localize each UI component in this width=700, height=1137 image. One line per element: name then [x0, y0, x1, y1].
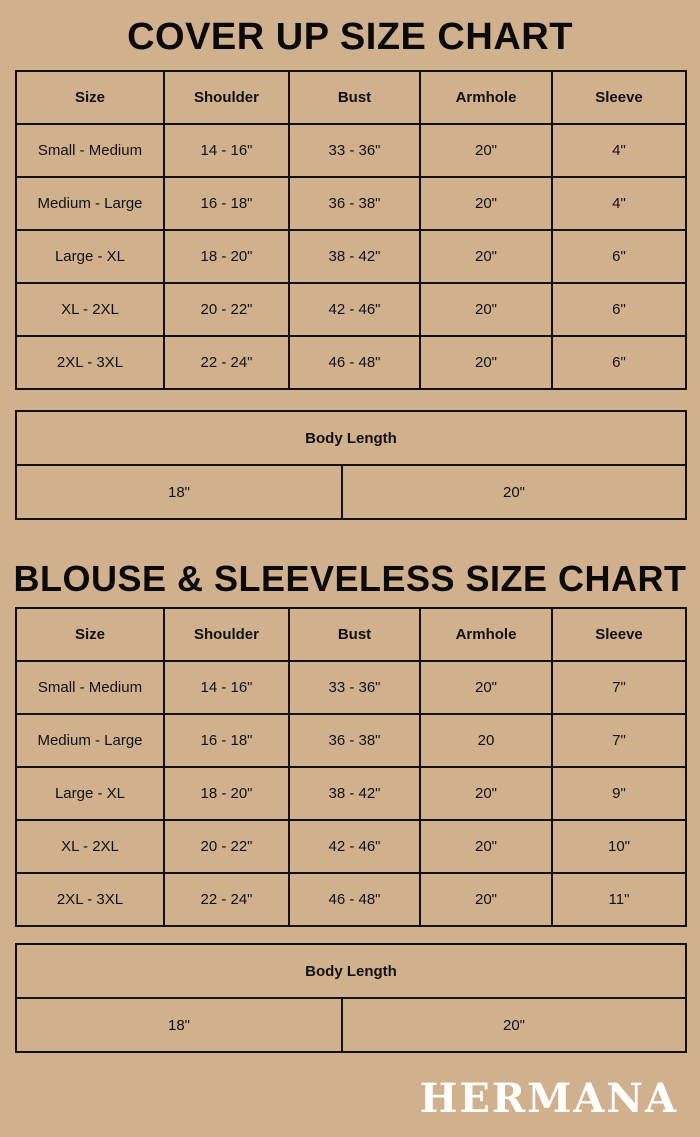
body-length-value: 18"	[16, 465, 342, 519]
table-row	[16, 873, 686, 926]
bust-cell: 42 - 46"	[289, 283, 420, 336]
armhole-cell: 20"	[420, 124, 552, 177]
column-header-armhole: Armhole	[420, 71, 552, 124]
sleeve-cell: 4"	[552, 124, 686, 177]
table-row	[16, 177, 686, 230]
table-row	[16, 124, 686, 177]
shoulder-cell: 16 - 18"	[164, 177, 289, 230]
table-row	[16, 661, 686, 714]
table-row	[16, 283, 686, 336]
armhole-cell: 20"	[420, 336, 552, 389]
armhole-cell: 20"	[420, 767, 552, 820]
bust-cell: 33 - 36"	[289, 661, 420, 714]
shoulder-cell: 16 - 18"	[164, 714, 289, 767]
size-cell: Medium - Large	[16, 714, 164, 767]
armhole-cell: 20	[420, 714, 552, 767]
blouse-chart-title: BLOUSE & SLEEVELESS SIZE CHART	[13, 558, 687, 599]
sleeve-cell: 6"	[552, 336, 686, 389]
table-header-row	[16, 71, 686, 124]
table-row	[16, 998, 686, 1052]
sleeve-cell: 4"	[552, 177, 686, 230]
sleeve-cell: 6"	[552, 283, 686, 336]
size-cell: XL - 2XL	[16, 820, 164, 873]
shoulder-cell: 18 - 20"	[164, 230, 289, 283]
shoulder-cell: 22 - 24"	[164, 336, 289, 389]
shoulder-cell: 14 - 16"	[164, 661, 289, 714]
size-cell: 2XL - 3XL	[16, 336, 164, 389]
bust-cell: 36 - 38"	[289, 177, 420, 230]
bust-cell: 36 - 38"	[289, 714, 420, 767]
size-cell: XL - 2XL	[16, 283, 164, 336]
size-cell: Medium - Large	[16, 177, 164, 230]
shoulder-cell: 18 - 20"	[164, 767, 289, 820]
armhole-cell: 20"	[420, 230, 552, 283]
armhole-cell: 20"	[420, 820, 552, 873]
sleeve-cell: 7"	[552, 714, 686, 767]
cover-up-size-table	[15, 70, 687, 390]
cover-up-chart-title: COVER UP SIZE CHART	[127, 16, 573, 58]
column-header-bust: Bust	[289, 608, 420, 661]
shoulder-cell: 20 - 22"	[164, 283, 289, 336]
bust-cell: 46 - 48"	[289, 873, 420, 926]
bust-cell: 38 - 42"	[289, 767, 420, 820]
bust-cell: 33 - 36"	[289, 124, 420, 177]
column-header-shoulder: Shoulder	[164, 71, 289, 124]
column-header-size: Size	[16, 71, 164, 124]
sleeve-cell: 10"	[552, 820, 686, 873]
armhole-cell: 20"	[420, 873, 552, 926]
table-header-row	[16, 608, 686, 661]
column-header-size: Size	[16, 608, 164, 661]
body-length-header: Body Length	[16, 944, 686, 998]
sleeve-cell: 11"	[552, 873, 686, 926]
hermana-logo: HERMANA	[419, 1075, 678, 1122]
table-row	[16, 820, 686, 873]
sleeve-cell: 6"	[552, 230, 686, 283]
size-cell: 2XL - 3XL	[16, 873, 164, 926]
column-header-sleeve: Sleeve	[552, 71, 686, 124]
body-length-header: Body Length	[16, 411, 686, 465]
shoulder-cell: 22 - 24"	[164, 873, 289, 926]
shoulder-cell: 20 - 22"	[164, 820, 289, 873]
armhole-cell: 20"	[420, 283, 552, 336]
sleeve-cell: 9"	[552, 767, 686, 820]
bust-cell: 38 - 42"	[289, 230, 420, 283]
table-row	[16, 336, 686, 389]
table-row	[16, 465, 686, 519]
bust-cell: 46 - 48"	[289, 336, 420, 389]
body-length-value: 18"	[16, 998, 342, 1052]
column-header-armhole: Armhole	[420, 608, 552, 661]
column-header-shoulder: Shoulder	[164, 608, 289, 661]
shoulder-cell: 14 - 16"	[164, 124, 289, 177]
size-cell: Small - Medium	[16, 124, 164, 177]
table-row	[16, 767, 686, 820]
size-cell: Small - Medium	[16, 661, 164, 714]
body-length-value: 20"	[342, 465, 686, 519]
sleeve-cell: 7"	[552, 661, 686, 714]
bust-cell: 42 - 46"	[289, 820, 420, 873]
size-cell: Large - XL	[16, 767, 164, 820]
table-row	[16, 714, 686, 767]
blouse-body-length-table	[15, 943, 687, 1053]
armhole-cell: 20"	[420, 661, 552, 714]
column-header-bust: Bust	[289, 71, 420, 124]
table-row	[16, 230, 686, 283]
body-length-value: 20"	[342, 998, 686, 1052]
armhole-cell: 20"	[420, 177, 552, 230]
cover-up-body-length-table	[15, 410, 687, 520]
column-header-sleeve: Sleeve	[552, 608, 686, 661]
size-cell: Large - XL	[16, 230, 164, 283]
blouse-size-table	[15, 607, 687, 927]
